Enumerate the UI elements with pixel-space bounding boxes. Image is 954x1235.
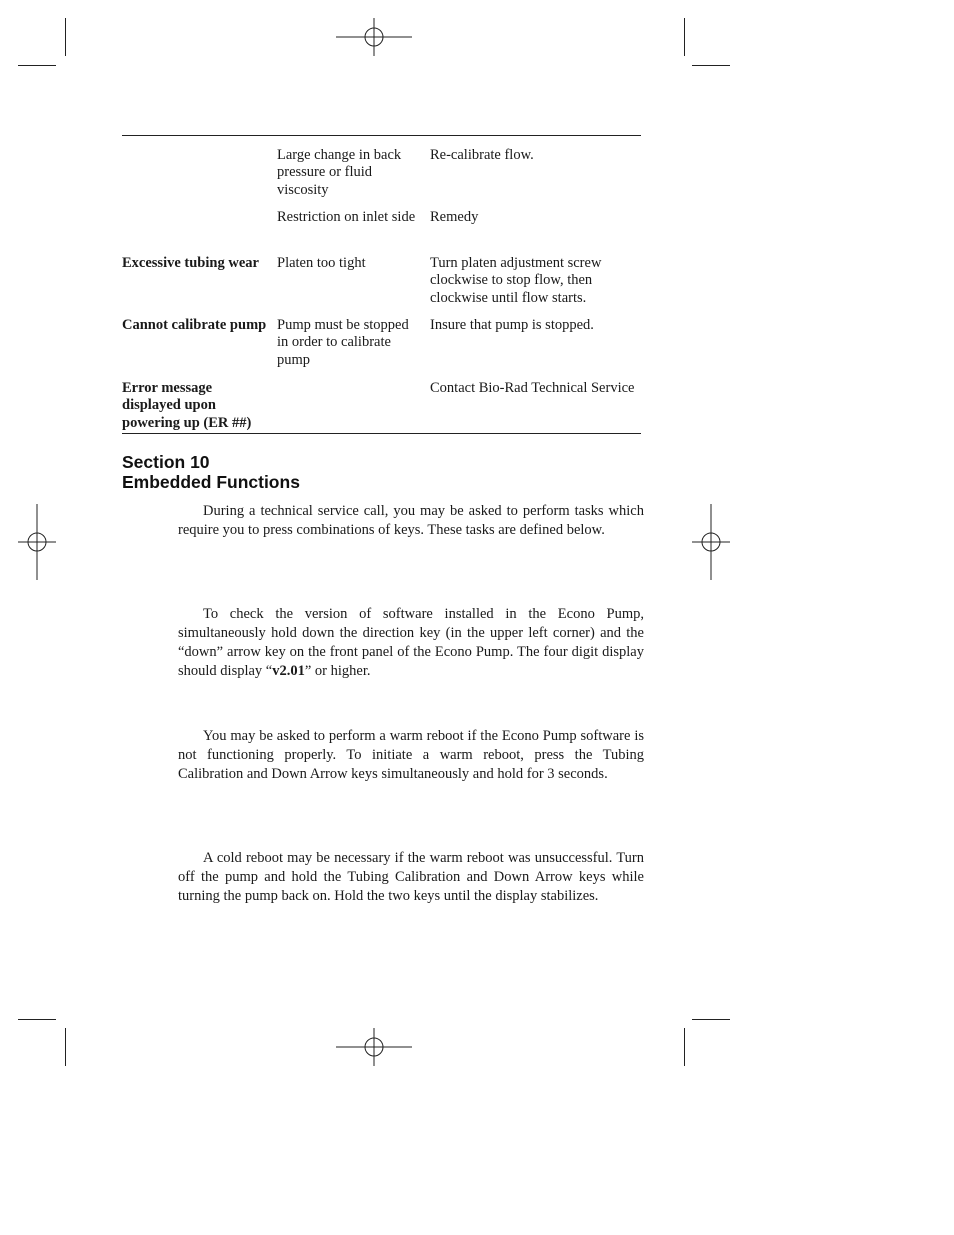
version-number: v2.01 <box>272 663 305 679</box>
crop-mark <box>684 18 685 56</box>
registration-mark-icon <box>18 504 56 580</box>
crop-mark <box>65 18 66 56</box>
remedy-cell: Remedy <box>430 209 479 225</box>
cold-reboot-paragraph: A cold reboot may be necessary if the warm reboot was unsuccessful. Turn off the pump and hold the Tubing Calibration and Down Arrow keys while turning the pump back on. Hold the two keys until the display stabilizes. <box>178 850 644 904</box>
cause-cell: Platen too tight <box>277 255 366 271</box>
section-title: Embedded Functions <box>122 472 300 492</box>
remedy-cell: Re-calibrate flow. <box>430 147 534 163</box>
intro-paragraph: During a technical service call, you may be asked to perform tasks which require you to press combinations of keys. These tasks are defined below. <box>178 503 644 538</box>
version-text-end: ” or higher. <box>304 663 371 679</box>
table-top-rule <box>122 135 641 136</box>
crop-mark <box>18 1019 56 1020</box>
remedy-cell: Contact Bio-Rad Technical Service <box>430 380 635 396</box>
cause-cell: Restriction on inlet side <box>277 209 416 225</box>
table-bottom-rule <box>122 433 641 434</box>
problem-cell: Cannot calibrate pump <box>122 317 267 333</box>
registration-mark-icon <box>692 504 730 580</box>
registration-mark-icon <box>336 18 412 56</box>
registration-mark-icon <box>336 1028 412 1066</box>
crop-mark <box>18 65 56 66</box>
cause-cell: Large change in back pressure or fluid viscosity <box>277 147 402 198</box>
cause-cell: Pump must be stopped in order to calibrate pump <box>277 317 409 368</box>
crop-mark <box>692 65 730 66</box>
warm-reboot-paragraph: You may be asked to perform a warm reboot if the Econo Pump software is not functioning properly. To initiate a warm reboot, press the Tubing Calibration and Down Arrow keys simultaneously and hold for 3 seconds. <box>178 728 644 782</box>
version-text: To check the version of software installed in the Econo Pump, simultaneously hold down the direction key (in the upper left corner) and the “down” arrow key on the front panel of the Econo Pump. The four digit display should display “ <box>178 606 644 679</box>
section-heading <box>122 452 300 492</box>
crop-mark <box>692 1019 730 1020</box>
remedy-cell: Insure that pump is stopped. <box>430 317 594 333</box>
remedy-cell: Turn platen adjustment screw clockwise to stop flow, then clockwise until flow starts. <box>430 255 602 306</box>
problem-cell: Error message displayed upon powering up (ER ##) <box>122 380 252 431</box>
crop-mark <box>65 1028 66 1066</box>
problem-cell: Excessive tubing wear <box>122 255 259 271</box>
section-number: Section 10 <box>122 452 210 472</box>
crop-mark <box>684 1028 685 1066</box>
version-paragraph <box>178 605 644 681</box>
